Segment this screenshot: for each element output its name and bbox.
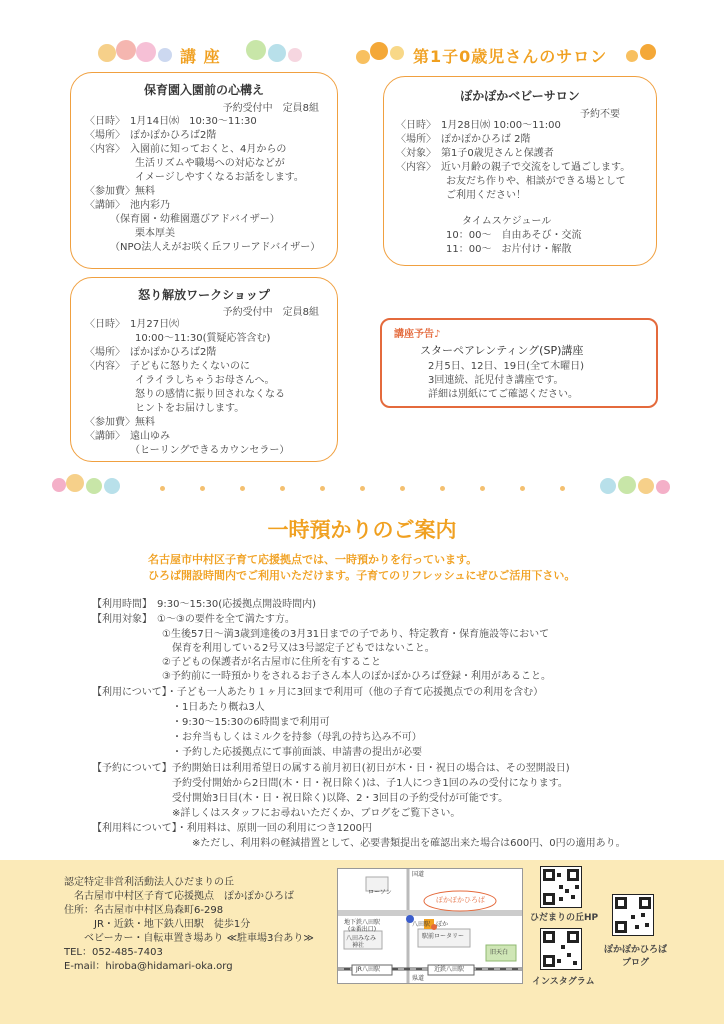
detail-line: ③予約前に一時預かりをされるお子さん本人のぽかぽかひろば登録・利用があること。 (92, 671, 551, 682)
schedule-title: タイムスケジュール (462, 216, 552, 227)
schedule-item: 11：00～ お片付け・解散 (446, 244, 572, 255)
qr-pattern-icon (541, 929, 581, 969)
notice-title: スターペアレンティング(SP)講座 (420, 344, 584, 357)
footer-line: 名古屋市中村区子育て応援拠点 ぽかぽかひろば (64, 891, 294, 902)
map-label: 国道 (412, 871, 425, 878)
card-line: （保育園・幼稚園選びアドバイザー） (85, 214, 280, 225)
card-line: 〈日時〉 1月14日㈬ 10:30～11:30 (85, 116, 257, 127)
card-line: 〈内容〉 子どもに怒りたくないのに (85, 361, 250, 372)
blog-qr-code[interactable] (612, 894, 654, 936)
lecture-heading: 講 座 (180, 47, 221, 66)
card-line: 〈講師〉 池内彩乃 (85, 200, 170, 211)
detail-line: 【利用について】・子ども一人あたり１ヶ月に3回まで利用可（他の子育て応援拠点での利用を含む） (92, 687, 544, 698)
card-line: 〈対象〉 第1子0歳児さんと保護者 (396, 148, 554, 159)
intro-line: 名古屋市中村区子育て応援拠点では、一時預かりを行っています。 (148, 553, 478, 566)
map-label: (②番出口) (348, 926, 377, 933)
card-line: （NPO法人えがお咲く丘フリーアドバイザー） (85, 242, 321, 253)
salon-heading: 第1子0歳児さんのサロン (413, 47, 608, 66)
notice-line: 3回連続、託児付き講座です。 (428, 375, 564, 386)
detail-line: 【利用時間】 9:30～15:30(応援拠点開設時間内) (92, 599, 317, 610)
card-line: 〈参加費〉無料 (85, 186, 155, 197)
notice-label: 講座予告♪ (394, 329, 441, 340)
map-label: 八田駅 (412, 921, 431, 928)
notice-line: 詳細は別紙にてご確認ください。 (428, 389, 578, 400)
detail-line: ・予約した応援拠点にて事前面談、申請書の提出が必要 (92, 747, 422, 758)
detail-line: ※詳しくはスタッフにお尋ねいただくか、ブログをご覧下さい。 (92, 808, 461, 819)
instagram-qr-code[interactable] (540, 928, 582, 970)
card-line: （ヒーリングできるカウンセラー） (85, 445, 290, 456)
card-line: 〈参加費〉無料 (85, 417, 155, 428)
blog-label: ぽかぽかひろば (604, 945, 668, 955)
notice-line: 2月5日、12日、19日(全て木曜日) (428, 361, 584, 372)
detail-line: ①生後57日～満3歳到達後の3月31日までの子であり、特定教育・保育施設等において (92, 629, 550, 640)
card-line: お友だち作りや、相談ができる場として (396, 176, 626, 187)
card-line: 〈場所〉 ぽかぽかひろば2階 (85, 347, 217, 358)
card-line: 生活リズムや職場への対応などが (85, 158, 285, 169)
blog-label: ブログ (622, 958, 650, 968)
map-label: JR八田駅 (356, 966, 380, 973)
qr-pattern-icon (613, 895, 653, 935)
card-title: ぽかぽかベビーサロン (460, 89, 580, 103)
footer-line: JR・近鉄・地下鉄八田駅 徒歩1分 (64, 919, 251, 930)
card-line: 〈場所〉 ぽかぽかひろば2階 (85, 130, 217, 141)
salon-card (383, 76, 657, 266)
qr-pattern-icon (541, 867, 581, 907)
card-line: 10:00～11:30(質疑応答含む) (85, 333, 271, 344)
lecture-card-preschool (70, 72, 338, 269)
detail-line: 保育を利用している2号又は3号認定子どもではないこと。 (92, 643, 435, 654)
card-title: 怒り解放ワークショップ (138, 288, 270, 302)
instagram-label: インスタグラム (532, 977, 595, 987)
reservation-note: 予約受付中 定員8組 (222, 307, 319, 318)
reservation-note: 予約不要 (580, 109, 620, 120)
map-label: 旧天白 (490, 949, 509, 956)
card-line: イライラしちゃうお母さんへ。 (85, 375, 275, 386)
detail-line: ②子どもの保護者が名古屋市に住所を有すること (92, 657, 381, 668)
card-line: 〈場所〉 ぽかぽかひろば 2階 (396, 134, 531, 145)
detail-line: ・9:30～15:30の6時間まで利用可 (92, 717, 330, 728)
map-label: ぽか (436, 921, 449, 928)
map-label: 八田みなみ (346, 935, 377, 942)
map-label: 地下鉄八田駅 (344, 919, 381, 926)
reservation-note: 予約受付中 定員8組 (222, 103, 319, 114)
detail-line: ※ただし、利用料の軽減措置として、必要書類提出を確認出来た場合は600円、0円の適用あり。 (92, 838, 626, 849)
card-line: 〈内容〉 入園前に知っておくと、4月からの (85, 144, 287, 155)
hp-qr-code[interactable] (540, 866, 582, 908)
detail-line: 【利用料について】・利用料は、原則一回の利用につき1200円 (92, 823, 373, 834)
footer-line: ベビーカー・自転車置き場あり ≪駐車場3台あり≫ (64, 933, 314, 944)
card-line: 〈日時〉 1月27日㈫ (85, 319, 180, 330)
card-title: 保育園入園前の心構え (143, 83, 264, 97)
lecture-card-anger (70, 277, 338, 462)
upcoming-lecture-notice (380, 318, 658, 408)
map-label: 近鉄八田駅 (434, 966, 465, 973)
hp-label: ひだまりの丘HP (530, 913, 599, 923)
email-address[interactable]: E-mail：hiroba@hidamari-oka.org (64, 961, 233, 972)
access-map (337, 868, 523, 984)
map-label: 駅前ロータリー (422, 933, 465, 940)
detail-line: 【予約について】予約開始日は利用希望日の属する前月初日(初日が木・日・祝日の場合は、その翌開設日) (92, 763, 570, 774)
phone-number: TEL：052-485-7403 (64, 947, 163, 958)
schedule-item: 10：00～ 自由あそび・交流 (446, 230, 582, 241)
detail-line: ・1日あたり概ね3人 (92, 702, 265, 713)
map-label: 神社 (352, 942, 365, 949)
footer-line: 認定特定非営利活動法人ひだまりの丘 (64, 877, 234, 888)
detail-line: 受付開始3日目(木・日・祝日除く)以降、2・3回目の予約受付が可能です。 (92, 793, 509, 804)
main-title: 一時預かりのご案内 (267, 518, 457, 542)
card-line: 〈内容〉 近い月齢の親子で交流をして過ごします。 (396, 162, 631, 173)
detail-line: 予約受付開始から2日間(木・日・祝日除く)は、子1人につき1回のみの受付になります。 (92, 778, 568, 789)
card-line: 〈日時〉 1月28日㈬ 10:00～11:00 (396, 120, 561, 131)
detail-line: ・お弁当もしくはミルクを持参（母乳の持ち込み不可） (92, 732, 422, 743)
intro-line: ひろば開設時間内でご利用いただけます。子育てのリフレッシュにぜひご活用下さい。 (148, 569, 576, 582)
map-label: ローソン (368, 889, 392, 896)
footer-line: 住所：名古屋市中村区鳥森町6-298 (64, 905, 224, 916)
card-line: 栗本厚美 (85, 228, 175, 239)
card-line: 怒りの感情に振り回されなくなる (85, 389, 285, 400)
detail-line: 【利用対象】 ①～③の要件を全て満たす方。 (92, 614, 295, 625)
card-line: イメージしやすくなるお話をします。 (85, 172, 304, 183)
map-label: ぽかぽかひろば (436, 896, 485, 904)
map-label: 県道 (412, 975, 425, 982)
card-line: 〈講師〉 遠山ゆみ (85, 431, 170, 442)
card-line: ご利用ください！ (396, 190, 526, 201)
card-line: ヒントをお届けします。 (85, 403, 245, 414)
